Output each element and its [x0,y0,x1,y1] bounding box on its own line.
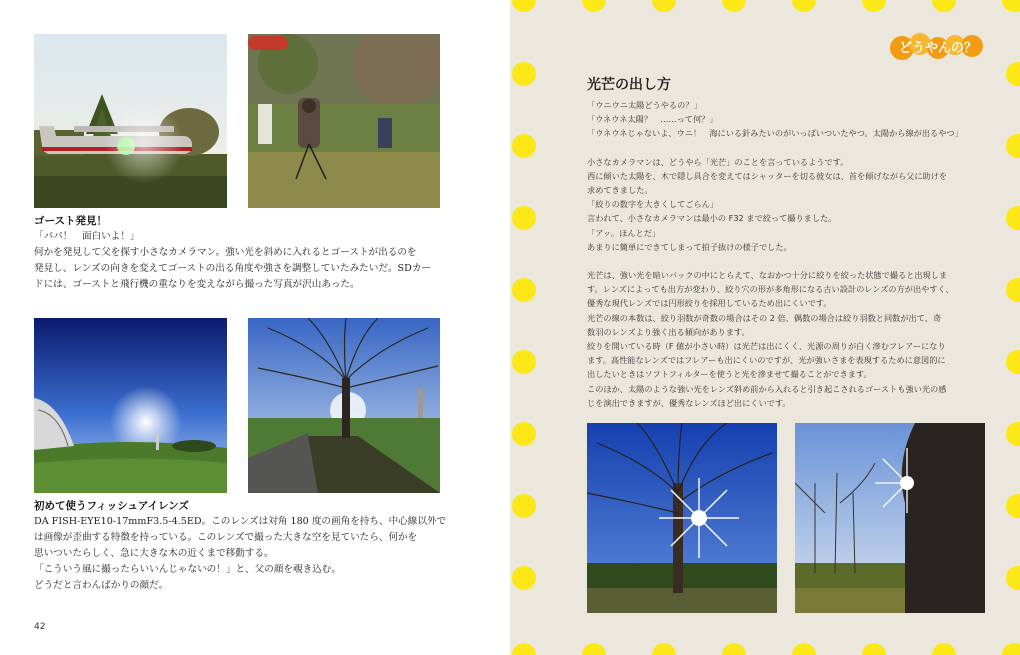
paragraph-line: 「ウネウネじゃないよ、ウニ！ 海にいる針みたいのがいっぱいついたやつ。太陽から線が出るやつ」 [587,128,963,139]
caption2-line: 思いついたらしく、急に大きな木の近くまで移動する。 [34,548,274,559]
paragraph [587,268,977,410]
dot-decoration [512,0,536,12]
paragraph-line: じを演出できますが、優秀なレンズほど出にくいです。 [587,397,791,408]
dot-decoration [582,643,606,655]
caption2-line: 「こういう風に撮ったらいいんじゃないの！」と、父の顔を覗き込む。 [34,564,341,575]
paragraph-line: このほか、太陽のような強い光をレンズ斜め前から入れると引き起こされるゴーストも強い光の感 [587,383,947,394]
dot-decoration [1002,0,1020,12]
paragraph-line: 出したいときはソフトフィルターを使うと光を滲ませて撮ることができます。 [587,369,872,380]
photo-fisheye-tree [248,318,440,493]
dot-decoration [1006,422,1020,446]
caption2-line: は画像が歪曲する特徴を持っている。このレンズで撮った大きな空を見ていたら、何かを [34,532,418,543]
dot-decoration [512,62,536,86]
page-number: 42 [34,622,46,632]
dot-decoration [932,643,956,655]
caption1-line: 発見し、レンズの向きを変えてゴーストの出る角度や強さを調整していたみたいだ。SDカー [34,263,432,274]
dot-decoration [1006,494,1020,518]
paragraph-line: 小さなカメラマンは、どうやら「光芒」のことを言っているようです。 [587,156,849,167]
dot-decoration [1006,350,1020,374]
section-title: 光芒の出し方 [587,77,671,93]
caption2-line: どうだと言わんばかりの顔だ。 [34,580,169,591]
dot-decoration [792,0,816,12]
dot-decoration [862,643,886,655]
photo-starburst-tree-1 [587,423,777,613]
dot-decoration [1006,566,1020,590]
caption1-title: ゴースト発見！ [34,215,107,227]
paragraph-line: 光芒は、強い光を暗いバックの中にとらえて、なおかつ十分に絞りを絞った状態で撮ると出現しま [587,270,948,281]
dot-decoration [512,206,536,230]
paragraph-line: す。レンズによっても出方が変わり、絞り穴の形が多角形になる古い設計のレンズの方が出やすく、 [587,284,954,295]
dot-decoration [512,422,536,446]
dot-decoration [932,0,956,12]
paragraph-line: 求めてきました。 [587,185,653,196]
paragraph-line: 西に傾いた太陽を、木で隠し具合を変えてはシャッターを切る彼女は、首を傾げながら父に助けを [587,170,948,181]
caption1-line: ドには、ゴーストと飛行機の重なりを変えながら撮った写真が沢山あった。 [34,279,360,290]
dot-decoration [582,0,606,12]
caption1-body [34,229,431,293]
paragraph-line: ます。高性能なレンズではフレアーも出にくいのですが、光が強いさまを表現するために意図的に [587,355,946,366]
dot-decoration [862,0,886,12]
paragraph-line: 「アッ。ほんとだ」 [587,227,661,238]
paragraph-line: 優秀な現代レンズでは円形絞りを採用しているため出にくいです。 [587,298,832,309]
dot-decoration [1006,278,1020,302]
caption2-line: DA FISH-EYE10-17mmF3.5-4.5ED。このレンズは対角 180 度の画角を持ち、中心線以外で [34,516,447,527]
caption1-line: 「パパ！ 面白いよ！」 [34,231,140,242]
photo-child-tripod [248,34,440,208]
dot-decoration [1006,206,1020,230]
paragraph-line: あまりに簡単にできてしまって拍子抜けの様子でした。 [587,241,792,252]
paragraph-line: 「ウニウニ太陽どうやるの？」 [587,100,702,110]
dot-decoration [512,494,536,518]
section-body [587,98,977,424]
paragraph-line: 絞りを開いている時（F 値が小さい時）は光芒は出にくく、光源の周りが白く滲むフレアーになり [587,341,946,352]
logo-text: どうやんの？ [898,41,978,56]
caption2-body [34,514,446,594]
paragraph-line: 言われて、小さなカメラマンは最小の F32 まで絞って撮りました。 [587,213,837,224]
photo-airplane-ghost [34,34,227,208]
dot-decoration [512,566,536,590]
dot-decoration [1006,62,1020,86]
paragraph-line: 「絞りの数字を大きくしてごらん」 [587,199,719,210]
dot-decoration [722,0,746,12]
dot-decoration [512,278,536,302]
paragraph-line: 「ウネウネ太陽？ ……って何？」 [587,114,718,125]
dot-decoration [792,643,816,655]
dot-decoration [1006,134,1020,158]
dot-decoration [652,0,676,12]
paragraph [587,155,977,254]
dot-decoration [1002,643,1020,655]
paragraph-line: 数羽のレンズより強く出る傾向があります。 [587,326,750,337]
dot-decoration [512,134,536,158]
logo-badge [888,30,988,64]
paragraph-line: 光芒の線の本数は、絞り羽数が奇数の場合はその 2 倍、偶数の場合は絞り羽数と同数が出て、奇 [587,312,942,323]
dot-decoration [722,643,746,655]
dot-decoration [512,643,536,655]
caption2-title: 初めて使うフィッシュアイレンズ [34,500,189,512]
caption1-line: 何かを発見して父を探す小さなカメラマン。強い光を斜めに入れるとゴーストが出るのを [34,247,417,258]
dot-decoration [652,643,676,655]
dot-decoration [512,350,536,374]
photo-starburst-tree-2 [795,423,985,613]
photo-fisheye-sky [34,318,227,493]
paragraph [587,98,977,141]
